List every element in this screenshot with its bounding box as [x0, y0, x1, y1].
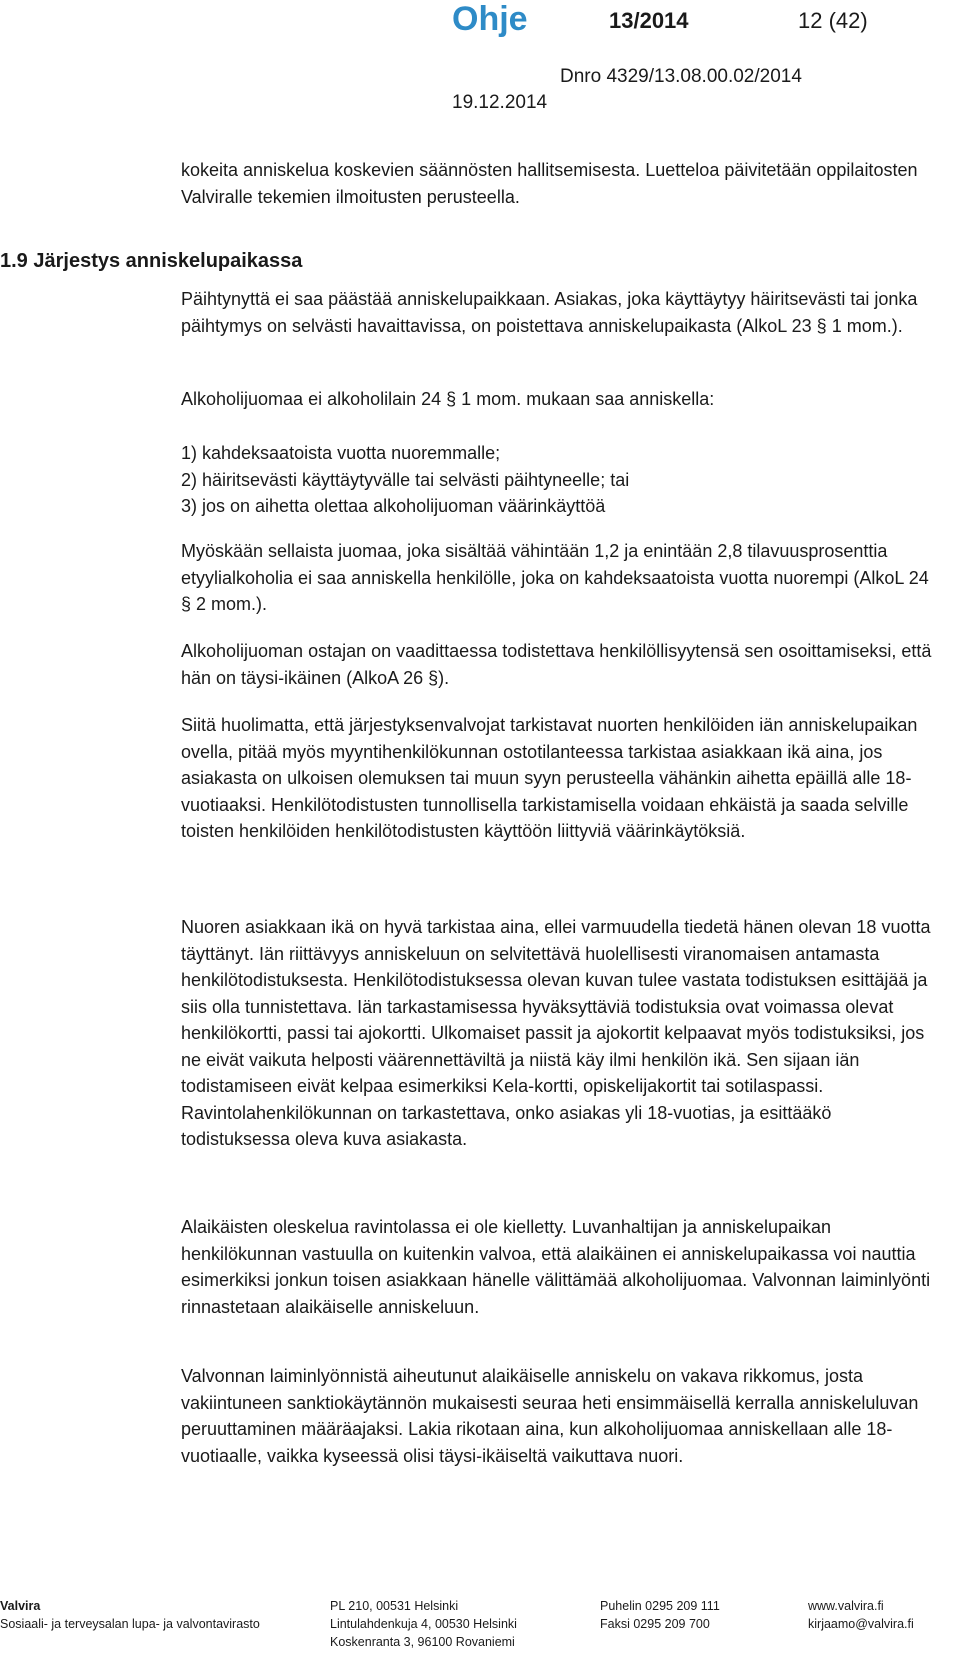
paragraph-7: Alaikäisten oleskelua ravintolassa ei ole kielletty. Luvanhaltijan ja anniskelupaikan henkilökunnan vastuulla on kuitenkin valvoa, että alaikäinen ei anniskelupaikassa voi nauttia esimerkiksi jonkun toisen asiakkaan hänelle välittämää alkoholijuomaa. Valvonnan laiminlyönti rinnastetaan alaikäiselle anniskeluun.	[181, 1217, 931, 1317]
document-date: 19.12.2014	[452, 92, 548, 113]
footer-org-full: Sosiaali- ja terveysalan lupa- ja valvontavirasto	[0, 1617, 260, 1631]
footer-fax: Faksi 0295 209 700	[600, 1617, 710, 1631]
footer-addresses	[330, 1597, 517, 1651]
intro-paragraph: kokeita anniskelua koskevien säännösten hallitsemisesta. Luetteloa päivitetään oppilaitosten Valviralle tekemien ilmoitusten perusteella.	[181, 160, 918, 207]
list-item: 2) häiritsevästi käyttäytyvälle tai selvästi päihtyneelle; tai	[181, 469, 630, 490]
paragraph-4: Alkoholijuoman ostajan on vaadittaessa todistettava henkilöllisyytensä sen osoittamiseksi, että hän on täysi-ikäinen (AlkoA 26 §).	[181, 641, 932, 688]
page-number: 12 (42)	[798, 8, 868, 33]
footer-address-helsinki: Lintulahdenkuja 4, 00530 Helsinki	[330, 1617, 517, 1631]
section-heading: 1.9 Järjestys anniskelupaikassa	[0, 250, 303, 272]
footer-online	[808, 1597, 914, 1633]
footer-organization	[0, 1597, 260, 1633]
footer-address-postal: PL 210, 00531 Helsinki	[330, 1599, 459, 1613]
paragraph-3: Myöskään sellaista juomaa, joka sisältää vähintään 1,2 ja enintään 2,8 tilavuusprosenttia etyylialkoholia ei saa anniskella henkilölle, joka on kahdeksaatoista vuotta nuorempi (AlkoL 24 § 2 mom.).	[181, 541, 929, 614]
list-item: 1) kahdeksaatoista vuotta nuoremmalle;	[181, 443, 501, 463]
document-number: 13/2014	[609, 8, 689, 33]
paragraph-5: Siitä huolimatta, että järjestyksenvalvojat tarkistavat nuorten henkilöiden iän anniskelupaikan ovella, pitää myös myyntihenkilökunnan ostotilanteessa tarkistaa asiakkaan ikä aina, jos asiakasta on ulkoisen olemuksen tai muun syyn perusteella vähänkin aihetta epäillä alle 18-vuotiaaksi. Henkilötodistusten tunnollisella tarkistamisella voidaan ehkäistä ja saada selville toisten henkilöiden henkilötodistusten käyttöön liittyviä väärinkäytöksiä.	[181, 715, 918, 841]
footer-org-name: Valvira	[0, 1599, 41, 1613]
footer-website-link[interactable]: www.valvira.fi	[808, 1599, 884, 1613]
record-number: Dnro 4329/13.08.00.02/2014	[560, 66, 802, 87]
document-type-title: Ohje	[452, 0, 528, 38]
paragraph-1: Päihtynyttä ei saa päästää anniskelupaikkaan. Asiakas, joka käyttäytyy häiritsevästi tai jonka päihtymys on selvästi havaittavissa, on poistettava anniskelupaikasta (AlkoL 23 § 1 mom.).	[181, 289, 918, 336]
paragraph-2: Alkoholijuomaa ei alkoholilain 24 § 1 mom. mukaan saa anniskella:	[181, 389, 715, 409]
paragraph-6: Nuoren asiakkaan ikä on hyvä tarkistaa aina, ellei varmuudella tiedetä hänen olevan 18 vuotta täyttänyt. Iän riittävyys anniskeluun on selvitettävä huolellisesti viranomaisen antamasta henkilötodistuksesta. Henkilötodistuksessa olevan kuvan tulee vastata todistuksen esittäjää ja siis olla tunnistettava. Iän tarkastamisessa hyväksyttäviä todistuksia ovat voimassa olevat henkilökortti, passi tai ajokortti. Ulkomaiset passit ja ajokortit kelpaavat myös todistuksiksi, jos ne eivät vaikuta helposti väärennettäviltä ja niistä käy ilmi henkilön ikä. Sen sijaan iän todistamiseen eivät kelpaa esimerkiksi Kela-kortti, opiskelijakortit tai sotilaspassi. Ravintolahenkilökunnan on tarkastettava, onko asiakas yli 18-vuotias, ja esittääkö todistuksessa oleva kuva asiakasta.	[181, 917, 931, 1149]
footer-phone: Puhelin 0295 209 111	[600, 1599, 720, 1613]
conditions-list	[181, 440, 941, 520]
footer-address-rovaniemi: Koskenranta 3, 96100 Rovaniemi	[330, 1635, 515, 1649]
footer-contact	[600, 1597, 720, 1633]
footer-email-link[interactable]: kirjaamo@valvira.fi	[808, 1617, 914, 1631]
paragraph-8: Valvonnan laiminlyönnistä aiheutunut alaikäiselle anniskelu on vakava rikkomus, josta vakiintuneen sanktiokäytännön mukaisesti seuraa heti ensimmäisellä kerralla anniskeluluvan peruuttaminen määräajaksi. Lakia rikotaan aina, kun alkoholijuomaa anniskellaan alle 18-vuotiaalle, vaikka kyseessä olisi täysi-ikäiseltä vaikuttava nuori.	[181, 1366, 919, 1466]
list-item: 3) jos on aihetta olettaa alkoholijuoman väärinkäyttöä	[181, 496, 606, 516]
